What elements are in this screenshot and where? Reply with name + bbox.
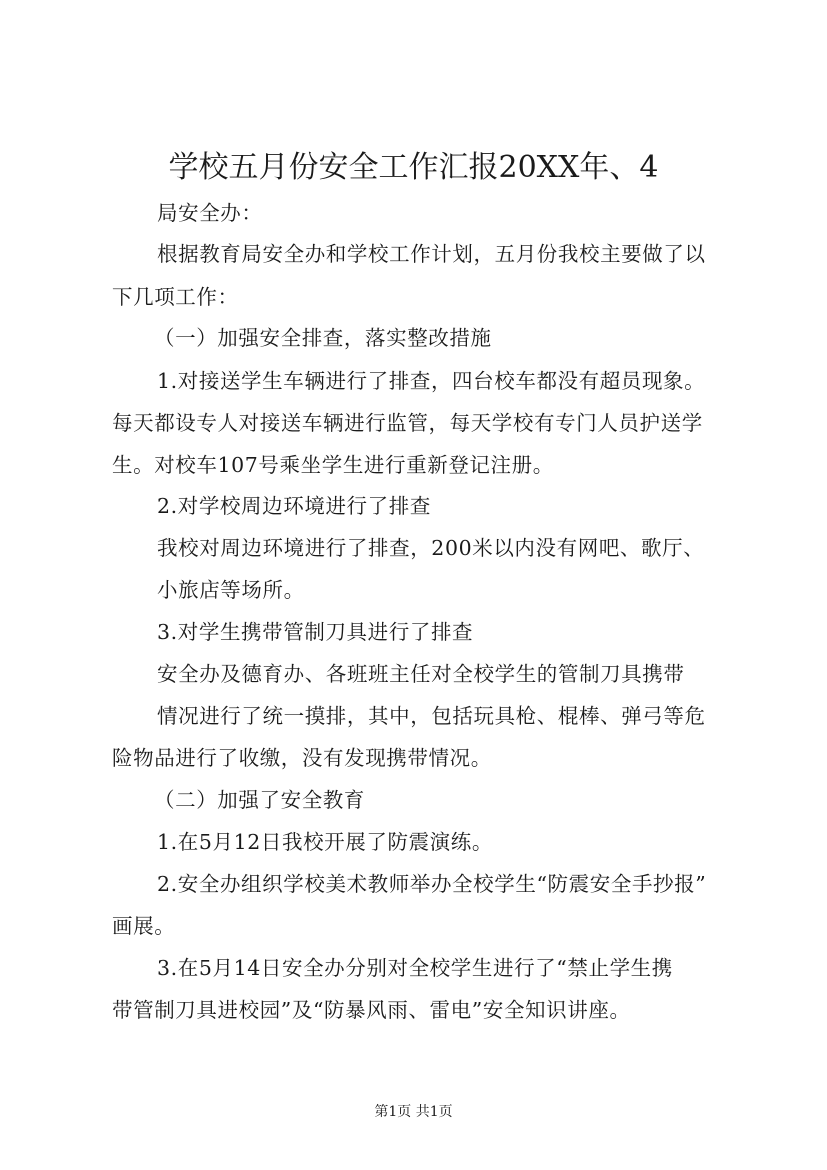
page-number-footer: 第1页 共1页: [374, 1104, 453, 1120]
paragraph-line: 2.安全办组织学校美术教师举办全校学生“防震安全手抄报”: [157, 872, 707, 896]
paragraph-line: 小旅店等场所。: [157, 578, 305, 602]
paragraph-line: 我校对周边环境进行了排查，200米以内没有网吧、歌厅、: [157, 536, 705, 560]
document-title: 学校五月份安全工作汇报20XX年、4: [168, 150, 659, 185]
paragraph-line: 险物品进行了收缴，没有发现携带情况。: [112, 746, 492, 770]
section-heading: （二）加强了安全教育: [154, 788, 365, 812]
paragraph-line: 安全办及德育办、各班班主任对全校学生的管制刀具携带: [157, 662, 685, 686]
paragraph-line: 3.在5月14日安全办分别对全校学生进行了“禁止学生携: [157, 956, 673, 980]
paragraph-line: 带管制刀具进校园”及“防暴风雨、雷电”安全知识讲座。: [112, 998, 631, 1022]
paragraph-line: 根据教育局安全办和学校工作计划，五月份我校主要做了以: [157, 242, 706, 266]
paragraph-line: 下几项工作：: [112, 285, 239, 309]
subheading-line: 2.对学校周边环境进行了排查: [157, 494, 431, 518]
paragraph-line: 局安全办：: [157, 201, 263, 225]
paragraph-line: 1.在5月12日我校开展了防震演练。: [157, 830, 493, 854]
paragraph-line: 画展。: [112, 914, 176, 938]
paragraph-line: 生。对校车107号乘坐学生进行重新登记注册。: [112, 453, 554, 477]
section-heading: （一）加强安全排查，落实整改措施: [154, 326, 492, 350]
paragraph-line: 情况进行了统一摸排，其中，包括玩具枪、棍棒、弹弓等危: [157, 704, 706, 728]
paragraph-line: 1.对接送学生车辆进行了排查，四台校车都没有超员现象。: [157, 369, 706, 393]
paragraph-line: 每天都设专人对接送车辆进行监管，每天学校有专门人员护送学: [112, 411, 703, 435]
subheading-line: 3.对学生携带管制刀具进行了排查: [157, 620, 474, 644]
